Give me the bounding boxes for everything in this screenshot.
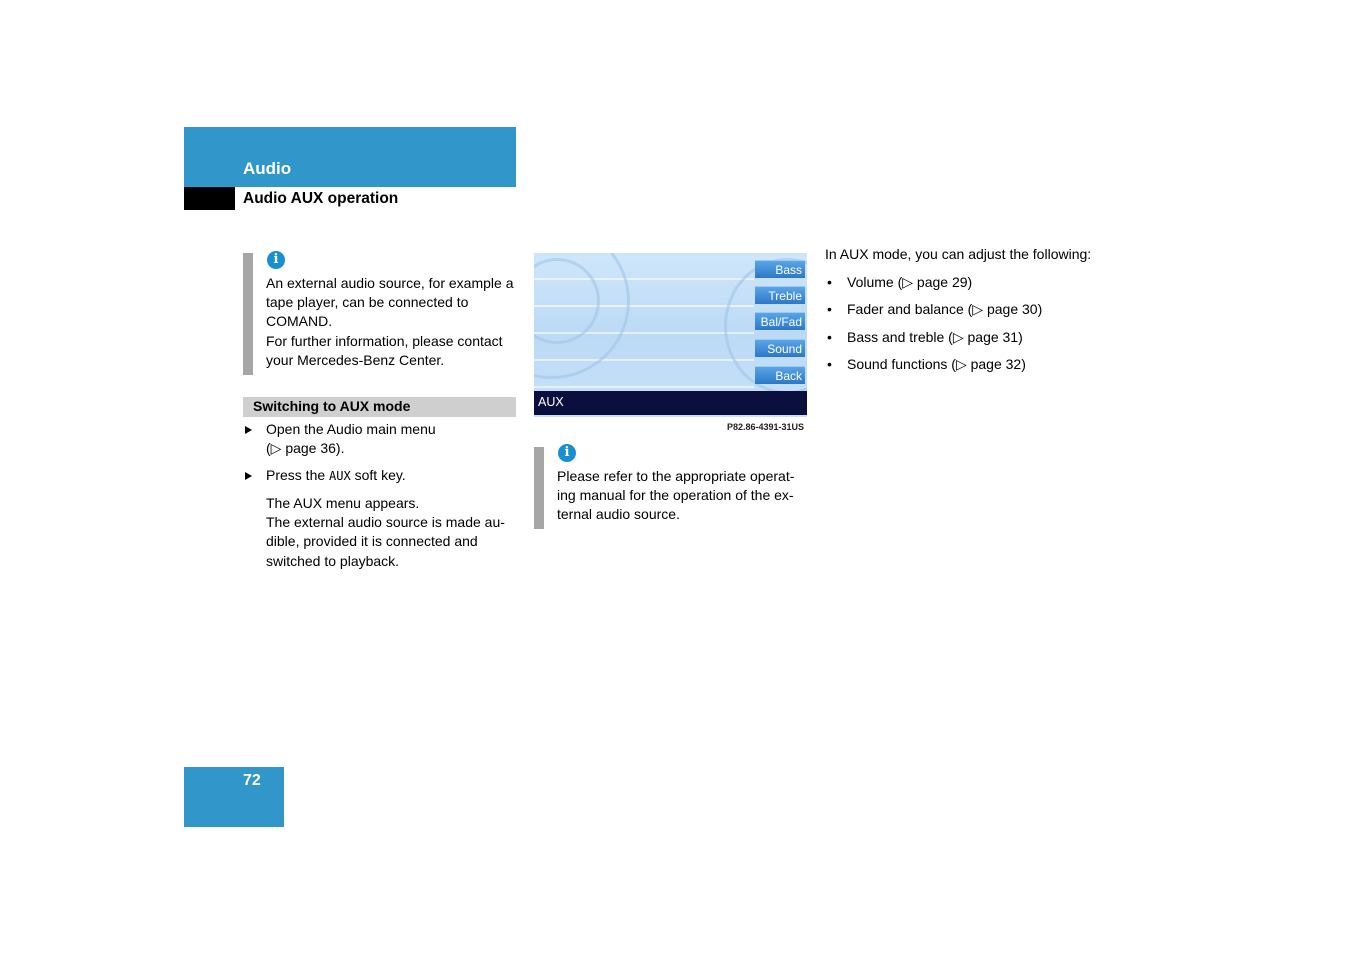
- intro-text: [825, 245, 1125, 264]
- subsection-title: Audio AUX operation: [243, 190, 399, 207]
- info-bar: [243, 253, 253, 375]
- info-bar: [534, 447, 544, 529]
- result-line: The AUX menu appears.: [266, 495, 420, 511]
- display-screenshot: [534, 253, 807, 417]
- intro-line: In AUX mode, you can adjust the following:: [825, 246, 1092, 262]
- header-marker: [184, 187, 235, 210]
- bullet-icon: •: [827, 274, 832, 290]
- step-2: [266, 466, 516, 486]
- header-band: [184, 127, 516, 187]
- result-line: switched to playback.: [266, 552, 400, 569]
- page-number-box: [184, 767, 284, 827]
- bullet-icon: •: [827, 301, 832, 317]
- info-line: tape player, can be connected to: [266, 294, 469, 311]
- info-line: your Mercedes-Benz Center.: [266, 351, 445, 368]
- list-item-text: Fader and balance (▷ page 30): [847, 301, 1043, 317]
- softkey-balfad[interactable]: Bal/Fad: [755, 312, 805, 330]
- info-note: [557, 467, 807, 525]
- info-line: For further information, please contact: [266, 332, 503, 349]
- image-code: P82.86-4391-31US: [726, 422, 804, 432]
- result-line: The external audio source is made au-: [266, 514, 505, 531]
- step-text: Press the: [266, 467, 330, 483]
- mode-label: AUX: [538, 395, 564, 409]
- result-line: dible, provided it is connected and: [266, 533, 478, 550]
- bullet-icon: •: [827, 356, 832, 372]
- step-line: (▷ page 36).: [266, 440, 345, 457]
- step-line: Open the Audio main menu: [266, 421, 436, 437]
- info-line: Please refer to the appropriate operat-: [557, 468, 795, 484]
- info-line: ing manual for the operation of the ex-: [557, 487, 794, 504]
- info-note: [266, 274, 516, 370]
- section-heading-text: Switching to AUX mode: [253, 398, 411, 414]
- info-line: COMAND.: [266, 313, 333, 330]
- soft-key-label: AUX: [329, 469, 351, 483]
- softkey-back[interactable]: Back: [755, 366, 805, 384]
- info-icon: i: [558, 444, 576, 462]
- step-1: [266, 420, 516, 458]
- list-item-text: Sound functions (▷ page 32): [847, 356, 1026, 372]
- screen-status-bar: [534, 391, 807, 415]
- softkey-sound[interactable]: Sound: [755, 339, 805, 357]
- section-title: Audio: [243, 159, 292, 178]
- step-arrow-icon: [245, 472, 252, 480]
- list-item-text: Volume (▷ page 29): [847, 274, 973, 290]
- bullet-icon: •: [827, 329, 832, 345]
- info-icon: i: [267, 251, 285, 269]
- page-number: 72: [243, 772, 261, 789]
- step-text: soft key.: [350, 467, 406, 483]
- info-line: ternal audio source.: [557, 506, 680, 523]
- info-line: An external audio source, for example a: [266, 275, 514, 291]
- step-arrow-icon: [245, 426, 252, 434]
- softkey-bass[interactable]: Bass: [755, 260, 805, 278]
- step-result: [266, 494, 516, 571]
- softkey-treble[interactable]: Treble: [755, 286, 805, 304]
- list-item-text: Bass and treble (▷ page 31): [847, 329, 1023, 345]
- section-heading: [243, 397, 516, 417]
